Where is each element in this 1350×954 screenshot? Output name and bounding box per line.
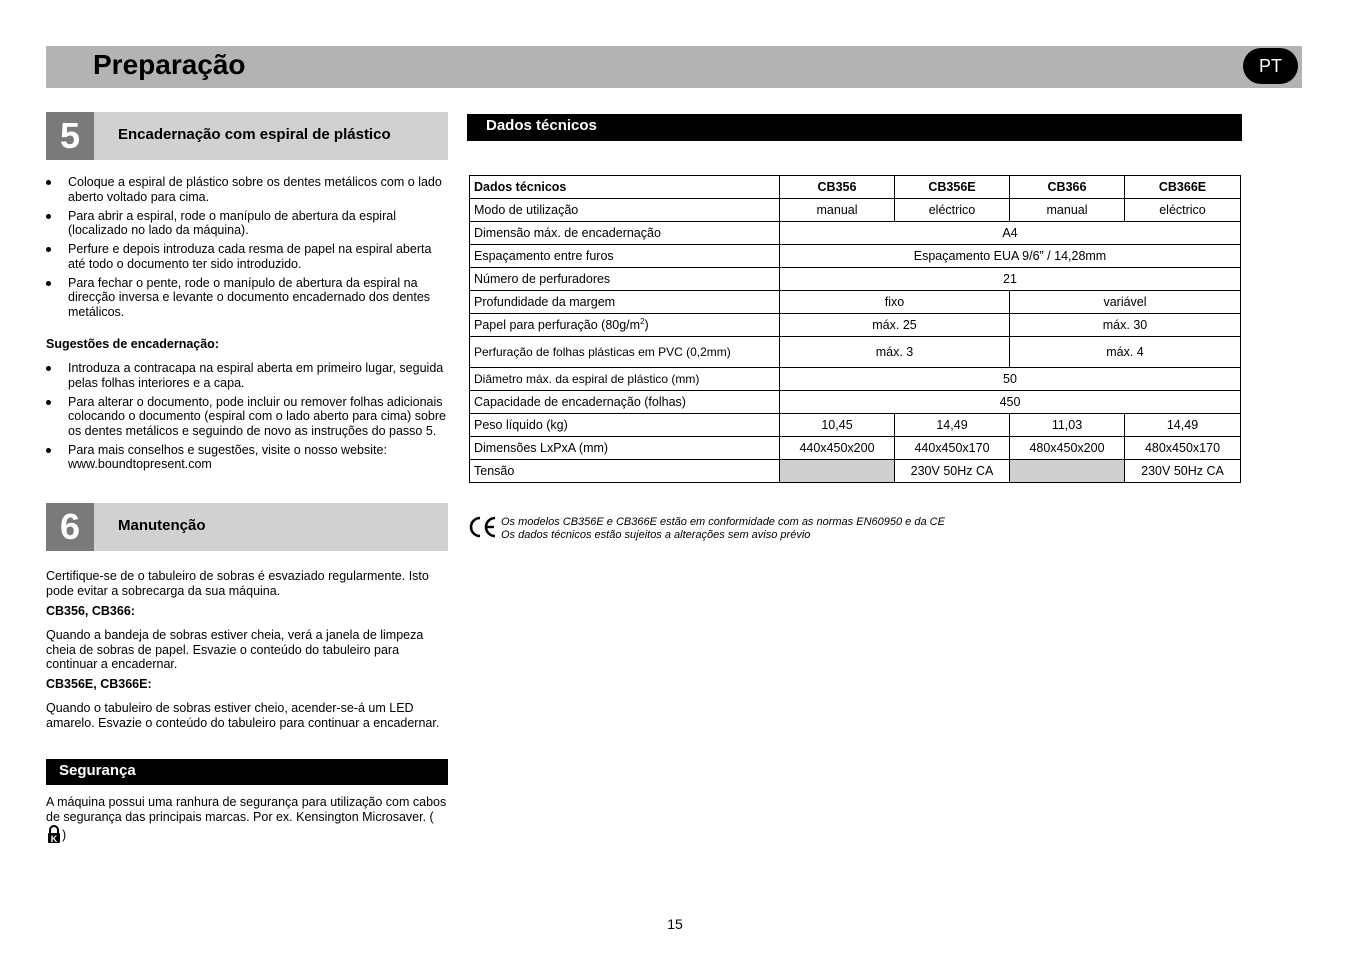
compliance-note: Os modelos CB356E e CB366E estão em conformidade com as normas EN60950 e da CE: [501, 516, 945, 528]
table-cell: eléctrico: [895, 199, 1010, 222]
table-cell: 440x450x170: [895, 437, 1010, 460]
binding-steps-list: [46, 175, 448, 324]
table-cell: 14,49: [895, 414, 1010, 437]
table-cell: eléctrico: [1125, 199, 1241, 222]
page-title: Preparação: [93, 49, 246, 80]
table-row: [470, 337, 1241, 368]
row-label: Modo de utilização: [470, 199, 780, 222]
table-cell: 450: [780, 391, 1241, 414]
table-cell: A4: [780, 222, 1241, 245]
security-text: A máquina possui uma ranhura de segurança para utilização com cabos de segurança das principais marcas. Por ex. Kensington Microsaver. ( K ): [46, 795, 447, 844]
table-cell: manual: [780, 199, 895, 222]
table-cell: 14,49: [1125, 414, 1241, 437]
table-row: [470, 222, 1241, 245]
table-row: [470, 268, 1241, 291]
table-header-cell: Dados técnicos: [470, 176, 780, 199]
table-cell: variável: [1010, 291, 1241, 314]
table-cell: máx. 25: [780, 314, 1010, 337]
list-item: Para fechar o pente, rode o manípulo de abertura da espiral na direcção inversa e levante o documento encadernado dos dentes metálicos.: [46, 276, 448, 320]
table-cell-empty: [780, 460, 895, 483]
step-number: 5: [46, 112, 94, 160]
list-item: Introduza a contracapa na espiral aberta em primeiro lugar, seguida pelas folhas interiores e a capa.: [46, 361, 448, 390]
table-cell: máx. 3: [780, 337, 1010, 368]
table-cell: 230V 50Hz CA: [895, 460, 1010, 483]
specs-heading: Dados técnicos: [467, 114, 1242, 141]
list-item: Para mais conselhos e sugestões, visite o nosso website: www.boundtopresent.com: [46, 443, 448, 472]
list-item: Perfure e depois introduza cada resma de papel na espiral aberta até todo o documento ter sido introduzido.: [46, 242, 448, 271]
row-label: Dimensões LxPxA (mm): [470, 437, 780, 460]
table-header-row: [470, 176, 1241, 199]
section-title: Manutenção: [118, 517, 206, 534]
row-label: Dimensão máx. de encadernação: [470, 222, 780, 245]
row-label: Papel para perfuração $(80g/m^2)$: [470, 314, 780, 337]
table-header-cell: CB366: [1010, 176, 1125, 199]
maintenance-text: Quando a bandeja de sobras estiver cheia, verá a janela de limpeza cheia de sobras de papel. Esvazie o conteúdo do tabuleiro para continuar a encadernar.: [46, 628, 424, 671]
table-cell: manual: [1010, 199, 1125, 222]
table-cell: 21: [780, 268, 1241, 291]
section-6-header: [46, 503, 448, 551]
table-row: [470, 460, 1241, 483]
section-title: Encadernação com espiral de plástico: [118, 126, 391, 143]
row-label: Tensão: [470, 460, 780, 483]
table-cell-empty: [1010, 460, 1125, 483]
step-number: 6: [46, 503, 94, 551]
svg-text:K: K: [50, 834, 58, 844]
list-item: Para alterar o documento, pode incluir ou remover folhas adicionais colocando o documento (espiral com o lado aberto para cima) sobre os dentes metálicos e seguindo de novo as instruções do passo 5.: [46, 395, 448, 439]
table-header-cell: CB356: [780, 176, 895, 199]
security-heading: Segurança: [46, 759, 448, 785]
table-cell: 480x450x200: [1010, 437, 1125, 460]
row-label: Espaçamento entre furos: [470, 245, 780, 268]
specs-table: [469, 175, 1241, 483]
table-cell: 440x450x200: [780, 437, 895, 460]
models-heading: CB356E, CB366E:: [46, 677, 152, 691]
section-5-header: [46, 112, 448, 160]
table-row: [470, 368, 1241, 391]
table-cell: 230V 50Hz CA: [1125, 460, 1241, 483]
table-row: [470, 291, 1241, 314]
row-label: Perfuração de folhas plásticas em PVC (0,2mm): [470, 337, 780, 368]
list-item: Para abrir a espiral, rode o manípulo de abertura da espiral (localizado no lado da máquina).: [46, 209, 448, 238]
table-cell: máx. 30: [1010, 314, 1241, 337]
tips-list: [46, 361, 448, 476]
kensington-lock-icon: [46, 824, 62, 844]
table-cell: 480x450x170: [1125, 437, 1241, 460]
table-row: [470, 437, 1241, 460]
table-cell: 11,03: [1010, 414, 1125, 437]
row-label: Profundidade da margem: [470, 291, 780, 314]
table-row: [470, 391, 1241, 414]
row-label: Peso líquido (kg): [470, 414, 780, 437]
row-label: Número de perfuradores: [470, 268, 780, 291]
table-row: [470, 314, 1241, 337]
maintenance-text: Quando o tabuleiro de sobras estiver cheio, acender-se-á um LED amarelo. Esvazie o conteúdo do tabuleiro para continuar a encadernar.: [46, 701, 440, 730]
table-row: [470, 245, 1241, 268]
language-badge: PT: [1243, 48, 1298, 84]
table-cell: 10,45: [780, 414, 895, 437]
models-heading: CB356, CB366:: [46, 604, 135, 618]
table-cell: 50: [780, 368, 1241, 391]
table-header-cell: CB366E: [1125, 176, 1241, 199]
table-cell: fixo: [780, 291, 1010, 314]
spec-notes: [501, 516, 945, 542]
table-row: [470, 199, 1241, 222]
page-number: 15: [667, 916, 683, 932]
maintenance-intro: Certifique-se de o tabuleiro de sobras é esvaziado regularmente. Isto pode evitar a sobrecarga da sua máquina.: [46, 569, 429, 598]
row-label: Diâmetro máx. da espiral de plástico (mm): [470, 368, 780, 391]
table-row: [470, 414, 1241, 437]
row-label: Capacidade de encadernação (folhas): [470, 391, 780, 414]
list-item: Coloque a espiral de plástico sobre os dentes metálicos com o lado aberto voltado para cima.: [46, 175, 448, 204]
table-cell: Espaçamento EUA 9/6” / 14,28mm: [780, 245, 1241, 268]
table-cell: máx. 4: [1010, 337, 1241, 368]
disclaimer-note: Os dados técnicos estão sujeitos a alterações sem aviso prévio: [501, 529, 811, 541]
ce-mark-icon: [468, 515, 498, 539]
tips-heading: Sugestões de encadernação:: [46, 337, 219, 351]
table-header-cell: CB356E: [895, 176, 1010, 199]
